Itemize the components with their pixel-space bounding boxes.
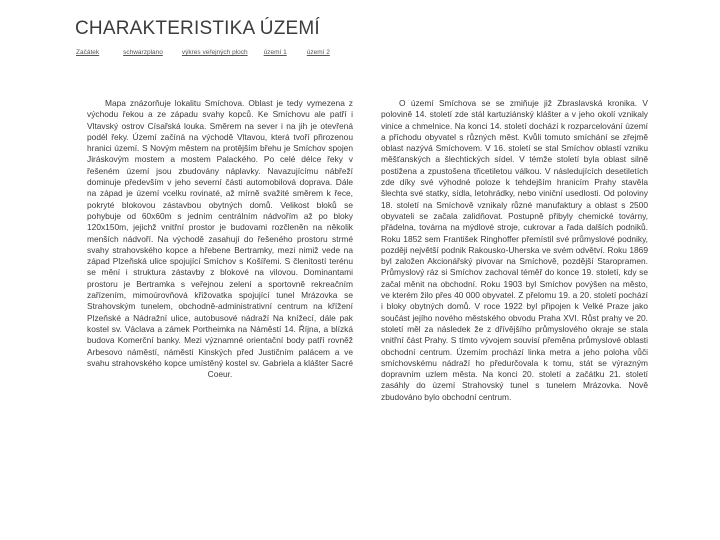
left-paragraph: Mapa znázorňuje lokalitu Smíchova. Oblast je tedy vymezena z východu řekou a ze západu svahy kopců. Ke Smíchovu ale patří i Vltavský ostrov Císařská louka. Směrem na sever i na jih je otevřená podél řeky. Území začíná na východě Vltavou, která tvoří přirozenou hranici území. S Novým městem na protějším břehu je Smíchov spojen Jiráskovým mostem a mostem Palackého. Po celé délce řeky v řešeném území jsou zbudovány náplavky. Navazujícímu nábřeží dominuje především v jeho severní části automobilová doprava. Dále na západ je území vcelku rovinaté, až mírně svažité směrem k řece, pokryté blokovou zástavbou obytných domů. Velikost bloků se pohybuje od 60x60m s jedním centrálním nádvořím až po bloky 120x150m, jejichž vnitřní prostor je budovami rozčleněn na několik menších nádvoří. Na východě zasahují do řešeného prostoru strmé svahy strahovského kopce a hřebene Bertramky, mezi nimiž vede na západ Plzeňská ulice spojující Smíchov s Košířemi. S členitostí terénu se mění i struktura zástavby z blokové na vilovou. Dominantami prostoru je Bertramka s veřejnou zelení a sportovně rekreačním zařízením, mimoúrovňová křižovatka spojující tunel Mrázovka se Strahovským tunelem, obchodně-administrativní centrum na křížení Plzeňské a Nádražní ulice, autobusové nádraží Na knížecí, dále pak kostel sv. Václava a zámek Portheimka na Náměstí 14. Října, a blízká budova Komerční banky. Mezi významné orientační body patří rovněž Arbesovo náměstí, náměstí Kinských před Justičním palácem a ve svahu strahovského kopce umístěný kostel sv. Gabriela a klášter Sacré Coeur. — [87, 98, 353, 380]
nav-bar — [76, 49, 330, 56]
nav-link-uzemi-2[interactable]: území 2 — [306, 49, 330, 56]
nav-link-vykres-verejnych-ploch[interactable]: výkres veřejných ploch — [181, 49, 248, 56]
nav-link-zacatek[interactable]: Začátek — [76, 49, 100, 56]
nav-link-schwarzplano[interactable]: schwarzplano — [123, 49, 163, 56]
left-text-column — [87, 98, 353, 380]
page-title: CHARAKTERISTIKA ÚZEMÍ — [75, 18, 320, 39]
right-paragraph: O území Smíchova se se zmiňuje již Zbraslavská kronika. V polovině 14. století zde stál kartuziánský klášter a v jeho okolí vznikaly vinice a chmelnice. Na konci 14. století dochází k rozparcelování území a příchodu obyvatel s různých měst. Kvůli tomuto smíchání se zřejmě oblast nazývá Smíchovem. V 16. století se stal Smíchov oblastí vzniku měšťanských a šlechtických sídel. V témže století byla oblast silně postižena a zpustošena třicetiletou válkou. V následujících desetiletích zde díky své výhodné poloze k tehdejším hranicím Prahy stavěla šlechta své statky, sídla, letohrádky, nebo viniční usedlosti. Od poloviny 18. století na Smíchově vznikaly různé manufaktury a oblast s 2500 obyvateli se začala zalidňovat. Postupně přibyly chemické továrny, přádelna, továrna na mýdlové stroje, cukrovar a řada dalších podniků. Roku 1852 sem František Ringhoffer přemístil své průmyslové podniky, později největší podnik Rakousko-Uherska ve svém odvětví. Roku 1869 byl založen Akcionářský pivovar na Smíchově, pozdější Staropramen. Průmyslový ráz si Smíchov zachoval téměř do konce 19. století, kdy se začal měnit na obchodní. Roku 1903 byl Smíchov povýšen na město, ve kterém žilo přes 40 000 obyvatel. Z přelomu 19. a 20. století pochází i bloky obytných domů. V roce 1922 byl připojen k Velké Praze jako součást jejího nového městského obvodu Praha XVI. Růst prahy ve 20. století měl za následek že z dřívějšího průmyslového okraje se stala vnitřní část Prahy. S tímto vývojem souvisí přeměna průmyslové oblasti obchodní centrum. Územím prochází linka metra a jeho poloha vůči smíchovskému nádraží ho předurčovala k tomu, stát se výrazným dopravním uzlem města. Na konci 20. století a začátku 21. století zasáhly do území Strahovský tunel s tunelem Mrázovka. Nově zbudováno bylo obchodní centrum. — [381, 98, 648, 402]
right-text-column — [381, 98, 648, 403]
nav-link-uzemi-1[interactable]: území 1 — [263, 49, 287, 56]
